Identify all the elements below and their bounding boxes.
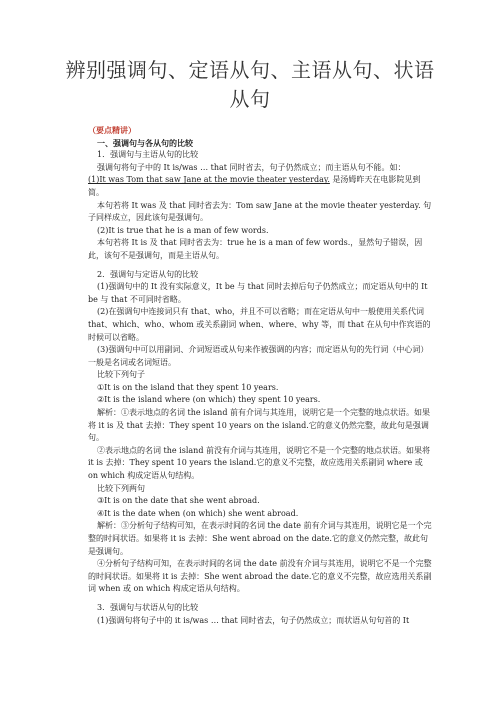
example-sentence: ②It is the island where (on which) they spent 10 years.: [97, 395, 321, 405]
paragraph: (3)强调句中可以用副词、介词短语或从句来作被强调的内容；而定语从句的先行词（中心词）一般是名词或名词短语。: [88, 345, 429, 367]
section-tag: （要点精讲）: [88, 125, 136, 135]
paragraph: (2)在强调句中连接词只有 that、who，并且不可以省略；而在定语从句中一般使用关系代词 that、which、who、whom 或关系副词 when、where、why 等，而 that 在从句中作宾语的时候可以省略。: [88, 307, 431, 342]
paragraph: 本句若将 It is 及 that 同时省去为：true he is a man of few words.，显然句子错误，因此，该句不是强调句，而是主语从句。: [88, 238, 423, 260]
analysis: ④分析句子结构可知，在表示时间的名词 the date 前没有介词与其连用，说明它不是一个完整的时间状语。如果将 it is 去掉：She went abroad the date.它的意义不完整，故应选用关系副词 when 或 on which 构成定语从句结构。: [88, 559, 432, 594]
example-sentence: (2)It is true that he is a man of few words.: [97, 225, 269, 235]
analysis: ②表示地点的名词 the island 前没有介词与其连用，说明它不是一个完整的地点状语。如果将 it is 去掉：They spent 10 years the island.它的意义不完整，故应选用关系副词 where 或 on which 构成定语从句结构。: [88, 445, 430, 481]
compare-label: 比较下列两句: [97, 483, 145, 493]
example-sentence: [88, 174, 434, 199]
page-title: 辨别强调句、定语从句、主语从句、状语从句: [65, 58, 435, 111]
subheading-2: 2．强调句与定语从句的比较: [97, 269, 199, 279]
compare-label: 比较下列句子: [97, 370, 145, 380]
analysis: 解析：③分析句子结构可知，在表示时间的名词 the date 前有介词与其连用，说明它是一个完整的时间状语。如果将 it is 去掉：She went abroad on the date.它的意义仍然完整，故此句是强调句。: [88, 521, 432, 556]
example-zh: 是汤姆昨天在电影院见到简。: [88, 175, 421, 197]
example-sentence: ④It is the date when (on which) she went abroad.: [97, 508, 299, 518]
example-sentence: ①It is on the island that they spent 10 years.: [97, 382, 279, 392]
subheading-1: 1．强调句与主语从句的比较: [97, 150, 199, 160]
analysis: 解析：①表示地点的名词 the island 前有介词与其连用，说明它是一个完整的地点状语。如果将 it is 及 that 去掉：They spent 10 years on the island.它的意义仍然完整，故此句是强调句。: [88, 408, 430, 443]
section-heading: 一、强调句与各从句的比较: [97, 137, 193, 148]
example-sentence: ③It is on the date that she went abroad.: [97, 496, 260, 506]
paragraph: 强调句将句子中的 It is/was … that 同时省去，句子仍然成立；而主语从句不能。如：: [97, 162, 406, 172]
example-en: (1)It was Tom that saw Jane at the movie theater yesterday.: [88, 175, 330, 185]
document-body: [88, 124, 434, 627]
subheading-3: 3．强调句与状语从句的比较: [97, 602, 199, 612]
paragraph: 本句若将 It was 及 that 同时省去为：Tom saw Jane at the movie theater yesterday. 句子同样成立，因此该句是强调句。: [88, 200, 432, 223]
paragraph: (1)强调句中的 It 没有实际意义，It be 与 that 同时去掉后句子仍然成立；而定语从句中的 It be 与 that 不可同时省略。: [88, 282, 428, 304]
paragraph: (1)强调句将句子中的 it is/was … that 同时省去，句子仍然成立；而状语从句句首的 It: [97, 615, 410, 625]
